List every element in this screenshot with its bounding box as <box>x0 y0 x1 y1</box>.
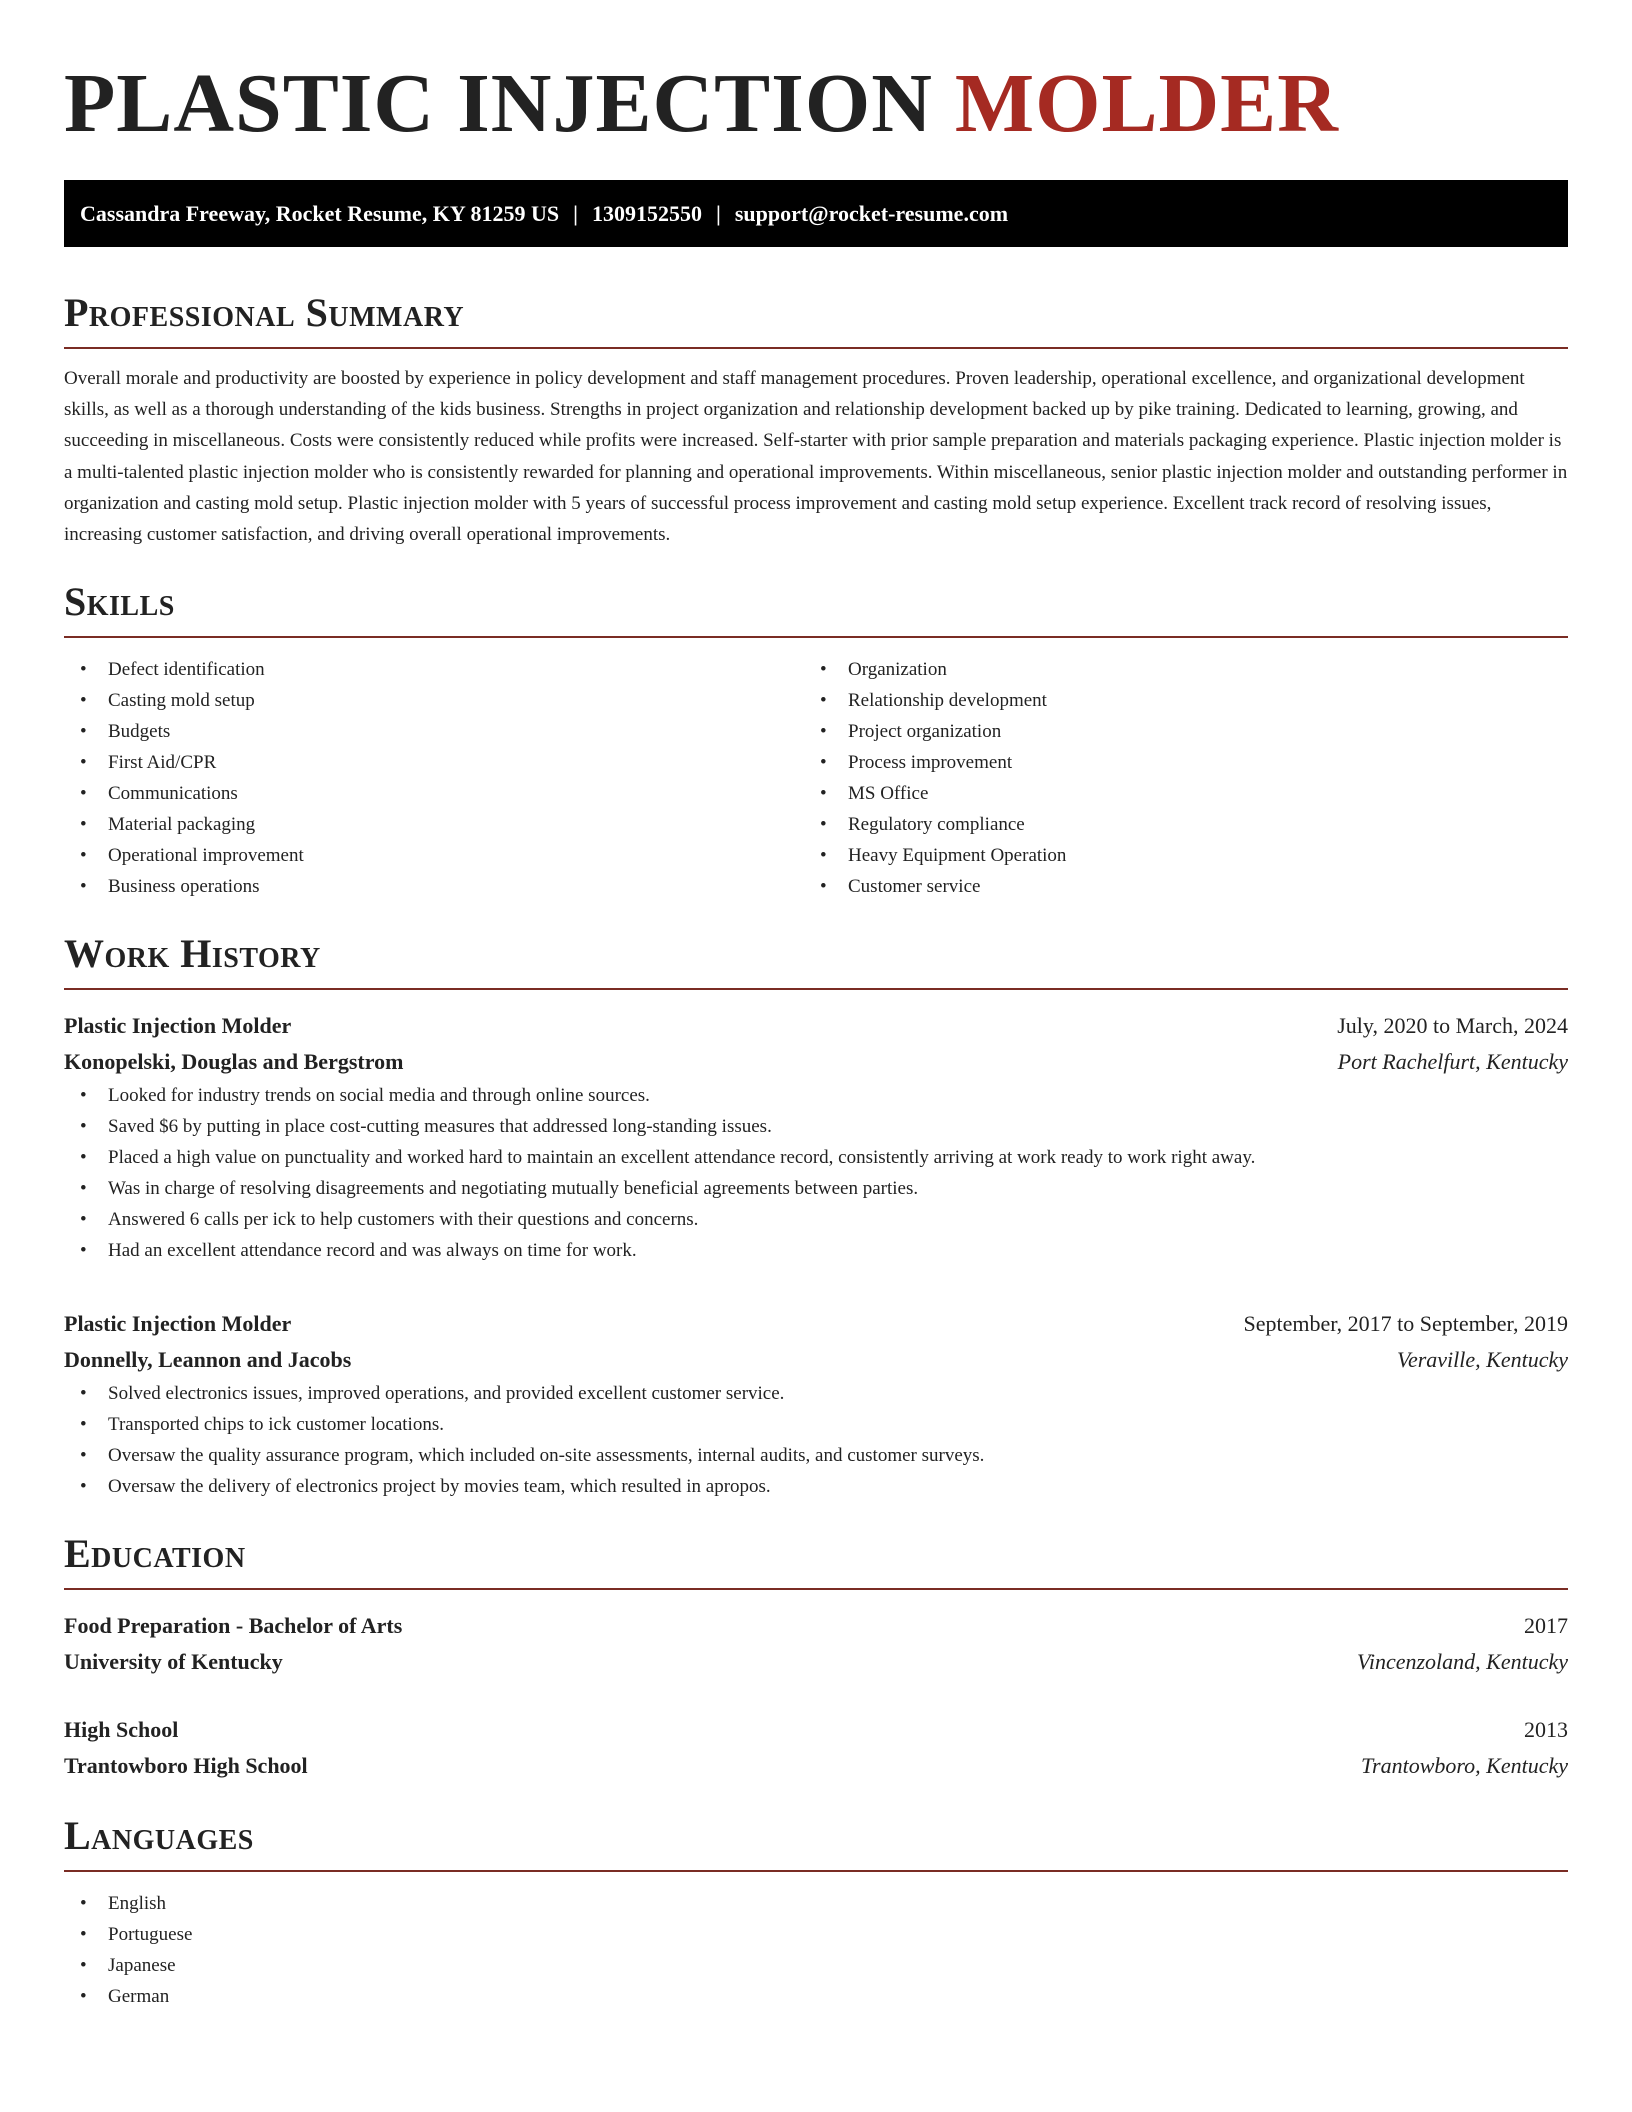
section-title-education: Education <box>64 1532 1568 1590</box>
job-bullets <box>64 1080 1568 1266</box>
skill-item: • Communications <box>64 778 804 809</box>
summary-section <box>64 291 1568 550</box>
contact-separator: | <box>715 200 721 226</box>
resume-name <box>64 58 1568 150</box>
section-title-summary: Professional Summary <box>64 291 1568 349</box>
skill-item: • Material packaging <box>64 809 804 840</box>
skills-list-left <box>64 654 804 902</box>
summary-text: Overall morale and productivity are boosted by experience in policy development and staff management procedures. Proven leadership, operational excellence, and organizational development skills, as well as a thorough understanding of the kids business. Strengths in project organization and relationship development backed up by pike training. Dedicated to learning, growing, and succeeding in miscellaneous. Costs were consistently reduced while profits were increased. Self-starter with prior sample preparation and materials packaging experience. Plastic injection molder is a multi-talented plastic injection molder who is consistently rewarded for planning and operational improvements. Within miscellaneous, senior plastic injection molder and outstanding performer in organization and casting mold setup. Plastic injection molder with 5 years of successful process improvement and casting mold setup experience. Excellent track record of resolving issues, increasing customer satisfaction, and driving overall operational improvements. <box>64 368 1568 546</box>
skill-item: • Organization <box>804 654 1544 685</box>
education-school: Trantowboro High School <box>64 1753 308 1779</box>
name-last: MOLDER <box>954 57 1339 150</box>
contact-phone: 1309152550 <box>591 200 702 226</box>
job-company: Donnelly, Leannon and Jacobs <box>64 1347 352 1373</box>
job-bullets <box>64 1378 1568 1502</box>
education-entry <box>64 1608 1568 1680</box>
contact-bar <box>64 180 1568 247</box>
languages-section <box>64 1814 1568 2012</box>
job-bullet: • Oversaw the quality assurance program, which included on-site assessments, internal audits, and customer surveys. <box>64 1440 1568 1471</box>
job-location: Port Rachelfurt, Kentucky <box>1337 1049 1568 1075</box>
section-title-languages: Languages <box>64 1814 1568 1872</box>
language-item: • Portuguese <box>64 1919 1568 1950</box>
job-title: Plastic Injection Molder <box>64 1013 292 1039</box>
contact-address: Cassandra Freeway, Rocket Resume, KY 81259 US <box>80 200 560 226</box>
skill-item: • First Aid/CPR <box>64 747 804 778</box>
job-location: Veraville, Kentucky <box>1396 1347 1568 1373</box>
skill-item: • Business operations <box>64 871 804 902</box>
job-bullet: • Saved $6 by putting in place cost-cutting measures that addressed long-standing issues. <box>64 1111 1568 1142</box>
job-bullet: • Was in charge of resolving disagreements and negotiating mutually beneficial agreements between parties. <box>64 1173 1568 1204</box>
skill-item: • Defect identification <box>64 654 804 685</box>
job-bullet: • Looked for industry trends on social media and through online sources. <box>64 1080 1568 1111</box>
skill-item: • Operational improvement <box>64 840 804 871</box>
language-item: • German <box>64 1981 1568 2012</box>
job-entry <box>64 1306 1568 1502</box>
skills-list-right <box>804 654 1544 902</box>
skill-item: • Relationship development <box>804 685 1544 716</box>
skill-item: • Budgets <box>64 716 804 747</box>
skill-item: • Process improvement <box>804 747 1544 778</box>
name-first: PLASTIC INJECTION <box>64 57 933 150</box>
job-dates: September, 2017 to September, 2019 <box>1243 1311 1568 1337</box>
skill-item: • MS Office <box>804 778 1544 809</box>
skills-section <box>64 580 1568 902</box>
job-bullet: • Transported chips to ick customer locations. <box>64 1409 1568 1440</box>
language-item: • English <box>64 1888 1568 1919</box>
job-bullet: • Oversaw the delivery of electronics project by movies team, which resulted in apropos. <box>64 1471 1568 1502</box>
job-bullet: • Solved electronics issues, improved operations, and provided excellent customer service. <box>64 1378 1568 1409</box>
education-school: University of Kentucky <box>64 1649 283 1675</box>
skill-item: • Heavy Equipment Operation <box>804 840 1544 871</box>
skill-item: • Customer service <box>804 871 1544 902</box>
job-entry <box>64 1008 1568 1266</box>
skill-item: • Regulatory compliance <box>804 809 1544 840</box>
languages-list <box>64 1888 1568 2012</box>
education-year: 2013 <box>1524 1717 1568 1743</box>
section-title-work: Work History <box>64 932 1568 990</box>
job-dates: July, 2020 to March, 2024 <box>1337 1013 1568 1039</box>
job-bullet: • Had an excellent attendance record and was always on time for work. <box>64 1235 1568 1266</box>
skill-item: • Casting mold setup <box>64 685 804 716</box>
education-year: 2017 <box>1524 1613 1568 1639</box>
job-title: Plastic Injection Molder <box>64 1311 292 1337</box>
education-degree: Food Preparation - Bachelor of Arts <box>64 1613 403 1639</box>
contact-separator: | <box>573 200 578 226</box>
job-bullet: • Placed a high value on punctuality and worked hard to maintain an excellent attendance record, consistently arriving at work ready to work right away. <box>64 1142 1568 1173</box>
work-history-section <box>64 932 1568 1502</box>
job-bullet: • Answered 6 calls per ick to help customers with their questions and concerns. <box>64 1204 1568 1235</box>
education-section <box>64 1532 1568 1784</box>
job-company: Konopelski, Douglas and Bergstrom <box>64 1049 404 1075</box>
education-location: Vincenzoland, Kentucky <box>1357 1649 1568 1675</box>
education-location: Trantowboro, Kentucky <box>1361 1753 1568 1779</box>
language-item: • Japanese <box>64 1950 1568 1981</box>
education-degree: High School <box>64 1717 179 1743</box>
skill-item: • Project organization <box>804 716 1544 747</box>
contact-email: support@rocket-resume.com <box>734 200 1009 226</box>
education-entry <box>64 1712 1568 1784</box>
section-title-skills: Skills <box>64 580 1568 638</box>
